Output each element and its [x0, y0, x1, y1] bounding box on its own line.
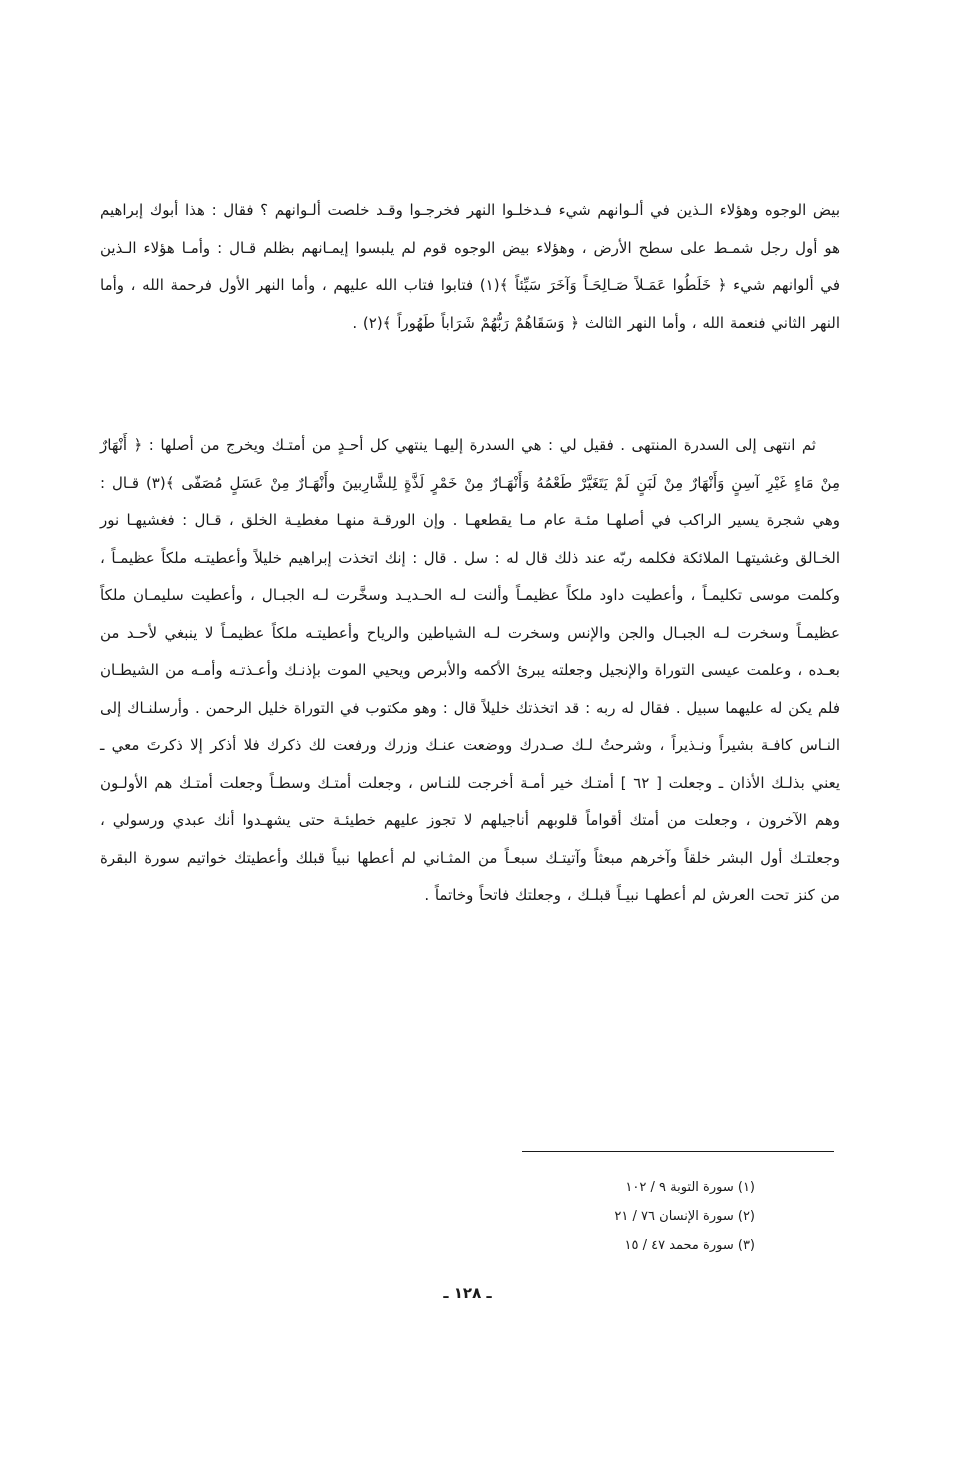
footnote-3: (٣) سورة محمد ٤٧ / ١٥	[624, 1238, 755, 1253]
footnote-1: (١) سورة التوبة ٩ / ١٠٢	[625, 1180, 755, 1195]
footnote-separator	[522, 1151, 834, 1152]
footnotes-list	[455, 1173, 755, 1260]
page-number: ـ ١٢٨ ـ	[443, 1284, 492, 1302]
body-paragraph-1: بيض الوجوه وهؤلاء الـذين في ألـوانهم شيء فـدخلـوا النهر فخرجـوا وقـد خلصت ألـوانهم ؟ فقال : هذا أبوك إبراهيم هو أول رجل شمـط على سطح الأرض ، وهؤلاء بيض الوجوه قوم لم يلبسوا إيمـانهم بظلم قـال : وأمـا هؤلاء الـذين في ألوانهم شيء ﴿ خَلَطُوا عَمَـلاً صَـالِحَـاً وَآخَرَ سَيِّئاً ﴾(١) فتابوا فتاب الله عليهم ، وأما النهر الأول فرحمة الله ، وأما النهر الثاني فنعمة الله ، وأما النهر الثالث ﴿ وَسَقَاهُمْ رَبُّهُمْ شَرَاباً طَهُوراً ﴾(٢) .	[100, 201, 840, 332]
footnote-2: (٢) سورة الإنسان ٧٦ / ٢١	[614, 1209, 755, 1224]
body-paragraph-2: ثم انتهى إلى السدرة المنتهى . فقيل لي : هي السدرة إليهـا ينتهي كل أحـدٍ من أمتـك ويخرج من أصلها : ﴿ أَنْهَارٌ مِنْ مَاءٍ غَيْرِ آسِنٍ وَأَنْهَارٌ مِنْ لَبَنٍ لَمْ يَتَغَيَّرْ طَعْمُهُ وَأَنْهَـارٌ مِنْ خَمْرٍ لَذَّةٍ لِلشَّارِبينَ وأَنْهَـارٌ مِنْ عَسَلٍ مُصَفّى ﴾(٣) قـال : وهي شجرة يسير الراكب في أصلهـا مئـة عام مـا يقطعهـا . وإن الورقـة منهـا مغطيـة الخلق ، قـال : فغشيهـا نور الخـالق وغشيتهـا الملائكة فكلمه ربّه عند ذلك قال له : سل . قال : إنك اتخذت إبراهيم خليلاً وأعطيتـه ملكاً عظيمـاً ، وكلمت موسى تكليمـاً ، وأعطيت داود ملكاً عظيمـاً وألنت لـه الحـديـد وسخَّرت لـه الجبـال ، وأعطيت سليمـان ملكاً عظيمـاً وسخرت لـه الجبـال والجن والإنس وسخرت لـه الشياطين والرياح وأعطيتـه ملكاً عظيمـاً لا ينبغي لأحـد من بعـده ، وعلمت عيسى التوراة والإنجيل وجعلته يبرئ الأكمه والأبرص ويحيي الموت بإذنـك وأعـذتـه وأمـه من الشيطـان فلم يكن له عليهما سبيل . فقال له ربه : قد اتخذتك خليلاً قال : وهو مكتوب في التوراة خليل الرحمن . وأرسلنـاك إلى النـاس كافـة بشيراً ونـذيراً ، وشرحتُ لـك صـدرك ووضعت عنـك وزرك ورفعت لك ذكرك فلا أذكر إلا ذكرتَ معي ـ يعني بذلـك الأذان ـ وجعلت [ ٦٢ ] أمتـك خير أمـة أخرجت للنـاس ، وجعلت أمتـك وسطـاً وجعلت أمتـك هم الأولـون وهم الآخرون ، وجعلت من أمتك أقواماً قلوبهم أناجيلهم لا تجوز عليهم خطيئـة حتى يشهـدوا أنك عبدي ورسولي ، وجعلتـك أول البشر خلقاً وآخرهم مبعثاً وآتيتـك سبعـاً من المثـاني لم أعطها نبياً قبلك وأعطيتك خواتيم سورة البقرة من كنز تحت العرش لم أعطهـا نبيـاً قبلـك ، وجعلتك فاتحاً وخاتماً .	[100, 436, 841, 904]
